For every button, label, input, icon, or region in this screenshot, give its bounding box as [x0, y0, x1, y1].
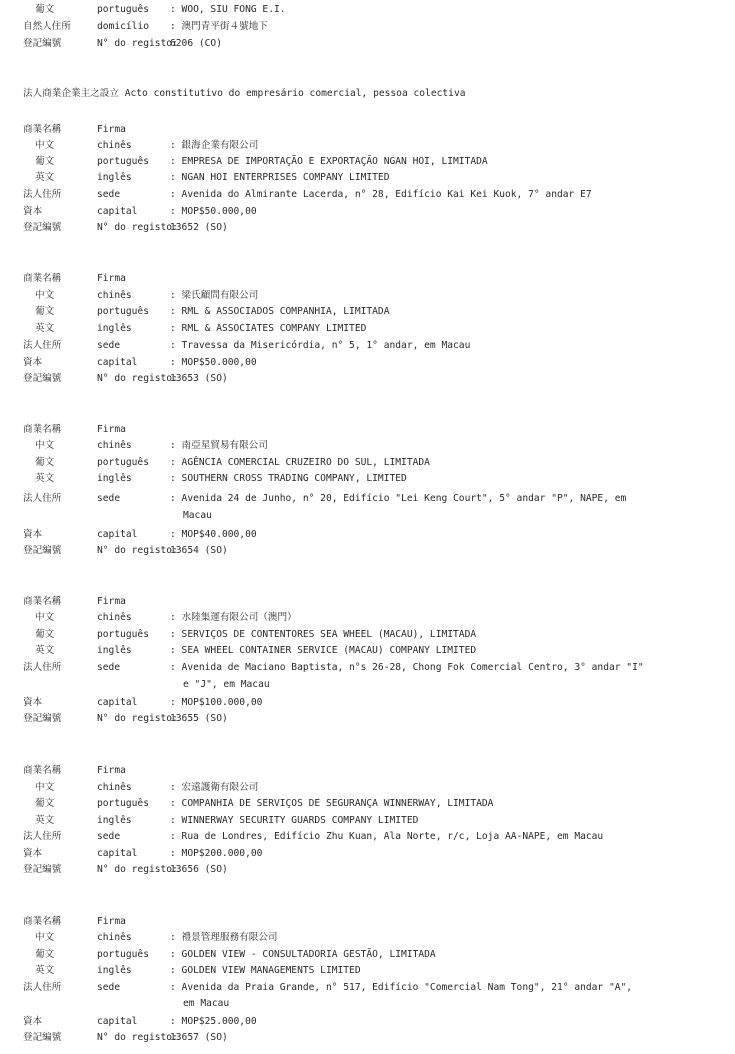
- field-value: : Avenida 24 de Junho, n° 20, Edifício "Lei Keng Court", 5° andar "P", NAPE, em: [170, 493, 627, 504]
- field-label-pt: português: [97, 949, 149, 960]
- field-label-zh: 登記編號: [23, 713, 62, 724]
- field-label-pt: N° do registo:: [97, 864, 178, 875]
- field-label-zh: 英文: [35, 323, 55, 334]
- field-label-pt: chinês: [97, 140, 132, 151]
- field-value: : Avenida da Praia Grande, n° 517, Edifício "Comercial Nam Tong", 21° andar "A",: [170, 982, 633, 993]
- field-label-zh: 中文: [35, 782, 55, 793]
- field-label-pt: inglês: [97, 323, 132, 334]
- field-label-zh: 登記編號: [23, 864, 62, 875]
- field-value: : 銀海企業有限公司: [170, 140, 259, 151]
- field-label-pt: Firma: [97, 916, 126, 927]
- field-label-zh: 葡文: [35, 629, 55, 640]
- field-label-zh: 登記編號: [23, 545, 62, 556]
- field-label-zh: 商業名稱: [23, 124, 62, 135]
- field-value: 13652 (SO): [170, 222, 228, 233]
- field-label-pt: capital: [97, 1016, 138, 1027]
- section-heading-text: 法人商業企業主之設立 Acto constitutivo do empresário comercial, pessoa colectiva: [23, 88, 466, 99]
- field-label-pt: N° do registo:: [97, 373, 178, 384]
- field-label-zh: 英文: [35, 473, 55, 484]
- field-value: 13655 (SO): [170, 713, 228, 724]
- field-label-pt: capital: [97, 848, 138, 859]
- field-label-pt: inglês: [97, 473, 132, 484]
- field-label-zh: 資本: [23, 697, 43, 708]
- field-label-pt: sede: [97, 662, 121, 673]
- field-label-pt: capital: [97, 697, 138, 708]
- field-label-zh: 登記編號: [23, 222, 62, 233]
- field-label-zh: 英文: [35, 965, 55, 976]
- field-label-pt: capital: [97, 357, 138, 368]
- field-label-pt: Firma: [97, 596, 126, 607]
- field-label-zh: 登記編號: [23, 38, 62, 49]
- field-label-zh: 中文: [35, 932, 55, 943]
- field-label-pt: português: [97, 156, 149, 167]
- field-value: : MOP$200.000,00: [170, 848, 263, 859]
- field-label-pt: português: [97, 457, 149, 468]
- field-label-pt: chinês: [97, 440, 132, 451]
- field-value: : Travessa da Misericórdia, n° 5, 1° andar, em Macau: [170, 340, 471, 351]
- field-label-pt: português: [97, 4, 149, 15]
- field-value: 13654 (SO): [170, 545, 228, 556]
- field-label-zh: 資本: [23, 848, 43, 859]
- field-label-zh: 商業名稱: [23, 424, 62, 435]
- field-label-pt: inglês: [97, 172, 132, 183]
- field-value: 6206 (CO): [170, 38, 222, 49]
- field-label-pt: N° do registo:: [97, 38, 178, 49]
- field-label-zh: 中文: [35, 440, 55, 451]
- field-value: : EMPRESA DE IMPORTAÇÃO E EXPORTAÇÃO NGAN HOI, LIMITADA: [170, 156, 488, 167]
- field-label-zh: 葡文: [35, 798, 55, 809]
- field-label-zh: 資本: [23, 529, 43, 540]
- field-value: : MOP$25.000,00: [170, 1016, 257, 1027]
- field-value-continuation: e "J", em Macau: [183, 679, 270, 690]
- field-label-zh: 資本: [23, 206, 43, 217]
- field-label-zh: 法人住所: [23, 340, 62, 351]
- field-label-zh: 葡文: [35, 306, 55, 317]
- field-value: : 水陸集運有限公司（澳門）: [170, 612, 297, 623]
- field-label-zh: 中文: [35, 140, 55, 151]
- field-label-pt: capital: [97, 529, 138, 540]
- field-label-zh: 法人住所: [23, 982, 62, 993]
- field-label-pt: inglês: [97, 645, 132, 656]
- field-value: : Avenida de Maciano Baptista, n°s 26-28, Chong Fok Comercial Centro, 3° andar "I": [170, 662, 644, 673]
- field-label-zh: 中文: [35, 612, 55, 623]
- field-value: : 禮景管理服務有限公司: [170, 932, 278, 943]
- field-label-pt: inglês: [97, 965, 132, 976]
- field-label-pt: inglês: [97, 815, 132, 826]
- field-value: : SOUTHERN CROSS TRADING COMPANY, LIMITED: [170, 473, 407, 484]
- field-label-zh: 資本: [23, 1016, 43, 1027]
- field-value: : 宏遠護衛有限公司: [170, 782, 259, 793]
- field-value: : WOO, SIU FONG E.I.: [170, 4, 286, 15]
- field-value-continuation: em Macau: [183, 998, 230, 1009]
- field-label-pt: domicílio: [97, 21, 149, 32]
- field-label-pt: sede: [97, 340, 121, 351]
- field-value: : 南亞星貿易有限公司: [170, 440, 268, 451]
- field-label-pt: chinês: [97, 290, 132, 301]
- field-value: : SERVIÇOS DE CONTENTORES SEA WHEEL (MACAU), LIMITADA: [170, 629, 477, 640]
- field-value: : MOP$50.000,00: [170, 357, 257, 368]
- field-label-zh: 英文: [35, 645, 55, 656]
- field-label-zh: 法人住所: [23, 831, 62, 842]
- field-label-zh: 葡文: [35, 4, 55, 15]
- field-value: 13653 (SO): [170, 373, 228, 384]
- field-label-pt: N° do registo:: [97, 713, 178, 724]
- field-label-zh: 法人住所: [23, 493, 62, 504]
- field-label-zh: 英文: [35, 815, 55, 826]
- field-label-pt: chinês: [97, 782, 132, 793]
- field-value: : 澳門青平街４號地下: [170, 21, 268, 32]
- field-label-pt: capital: [97, 206, 138, 217]
- field-label-zh: 商業名稱: [23, 916, 62, 927]
- field-label-pt: português: [97, 629, 149, 640]
- field-label-zh: 法人住所: [23, 189, 62, 200]
- field-label-zh: 登記編號: [23, 373, 62, 384]
- field-label-zh: 葡文: [35, 457, 55, 468]
- field-value: 13657 (SO): [170, 1032, 228, 1043]
- field-label-pt: sede: [97, 493, 121, 504]
- field-value: : Rua de Londres, Edifício Zhu Kuan, Ala Norte, r/c, Loja AA-NAPE, em Macau: [170, 831, 604, 842]
- field-value: : GOLDEN VIEW MANAGEMENTS LIMITED: [170, 965, 361, 976]
- field-value: : MOP$100.000,00: [170, 697, 263, 708]
- field-label-pt: português: [97, 798, 149, 809]
- field-label-pt: Firma: [97, 273, 126, 284]
- field-label-zh: 法人住所: [23, 662, 62, 673]
- field-value: : NGAN HOI ENTERPRISES COMPANY LIMITED: [170, 172, 390, 183]
- field-label-pt: Firma: [97, 765, 126, 776]
- field-label-zh: 自然人住所: [23, 21, 71, 32]
- field-label-zh: 商業名稱: [23, 596, 62, 607]
- field-value: : COMPANHIA DE SERVIÇOS DE SEGURANÇA WINNERWAY, LIMITADA: [170, 798, 494, 809]
- field-label-pt: Firma: [97, 424, 126, 435]
- field-value: : SEA WHEEL CONTAINER SERVICE (MACAU) COMPANY LIMITED: [170, 645, 477, 656]
- field-label-zh: 商業名稱: [23, 765, 62, 776]
- field-label-zh: 資本: [23, 357, 43, 368]
- field-label-zh: 葡文: [35, 156, 55, 167]
- field-label-pt: N° do registo:: [97, 222, 178, 233]
- field-value: : MOP$50.000,00: [170, 206, 257, 217]
- field-label-zh: 登記編號: [23, 1032, 62, 1043]
- field-label-pt: N° do registo:: [97, 545, 178, 556]
- field-value: : 梁氏顧問有限公司: [170, 290, 259, 301]
- field-label-pt: Firma: [97, 124, 126, 135]
- field-value-continuation: Macau: [183, 510, 212, 521]
- field-label-zh: 英文: [35, 172, 55, 183]
- field-label-zh: 商業名稱: [23, 273, 62, 284]
- field-value: : RML & ASSOCIADOS COMPANHIA, LIMITADA: [170, 306, 390, 317]
- field-label-pt: sede: [97, 189, 121, 200]
- field-value: : GOLDEN VIEW - CONSULTADORIA GESTÃO, LIMITADA: [170, 949, 436, 960]
- field-label-pt: chinês: [97, 612, 132, 623]
- field-label-zh: 中文: [35, 290, 55, 301]
- field-label-pt: chinês: [97, 932, 132, 943]
- field-value: : MOP$40.000,00: [170, 529, 257, 540]
- field-value: : Avenida do Almirante Lacerda, n° 28, Edifício Kai Kei Kuok, 7° andar E7: [170, 189, 592, 200]
- field-value: : AGÊNCIA COMERCIAL CRUZEIRO DO SUL, LIMITADA: [170, 457, 430, 468]
- field-label-pt: sede: [97, 982, 121, 993]
- field-value: : WINNERWAY SECURITY GUARDS COMPANY LIMITED: [170, 815, 419, 826]
- field-value: : RML & ASSOCIATES COMPANY LIMITED: [170, 323, 367, 334]
- field-label-pt: N° do registo:: [97, 1032, 178, 1043]
- field-label-pt: sede: [97, 831, 121, 842]
- field-label-pt: português: [97, 306, 149, 317]
- field-label-zh: 葡文: [35, 949, 55, 960]
- field-value: 13656 (SO): [170, 864, 228, 875]
